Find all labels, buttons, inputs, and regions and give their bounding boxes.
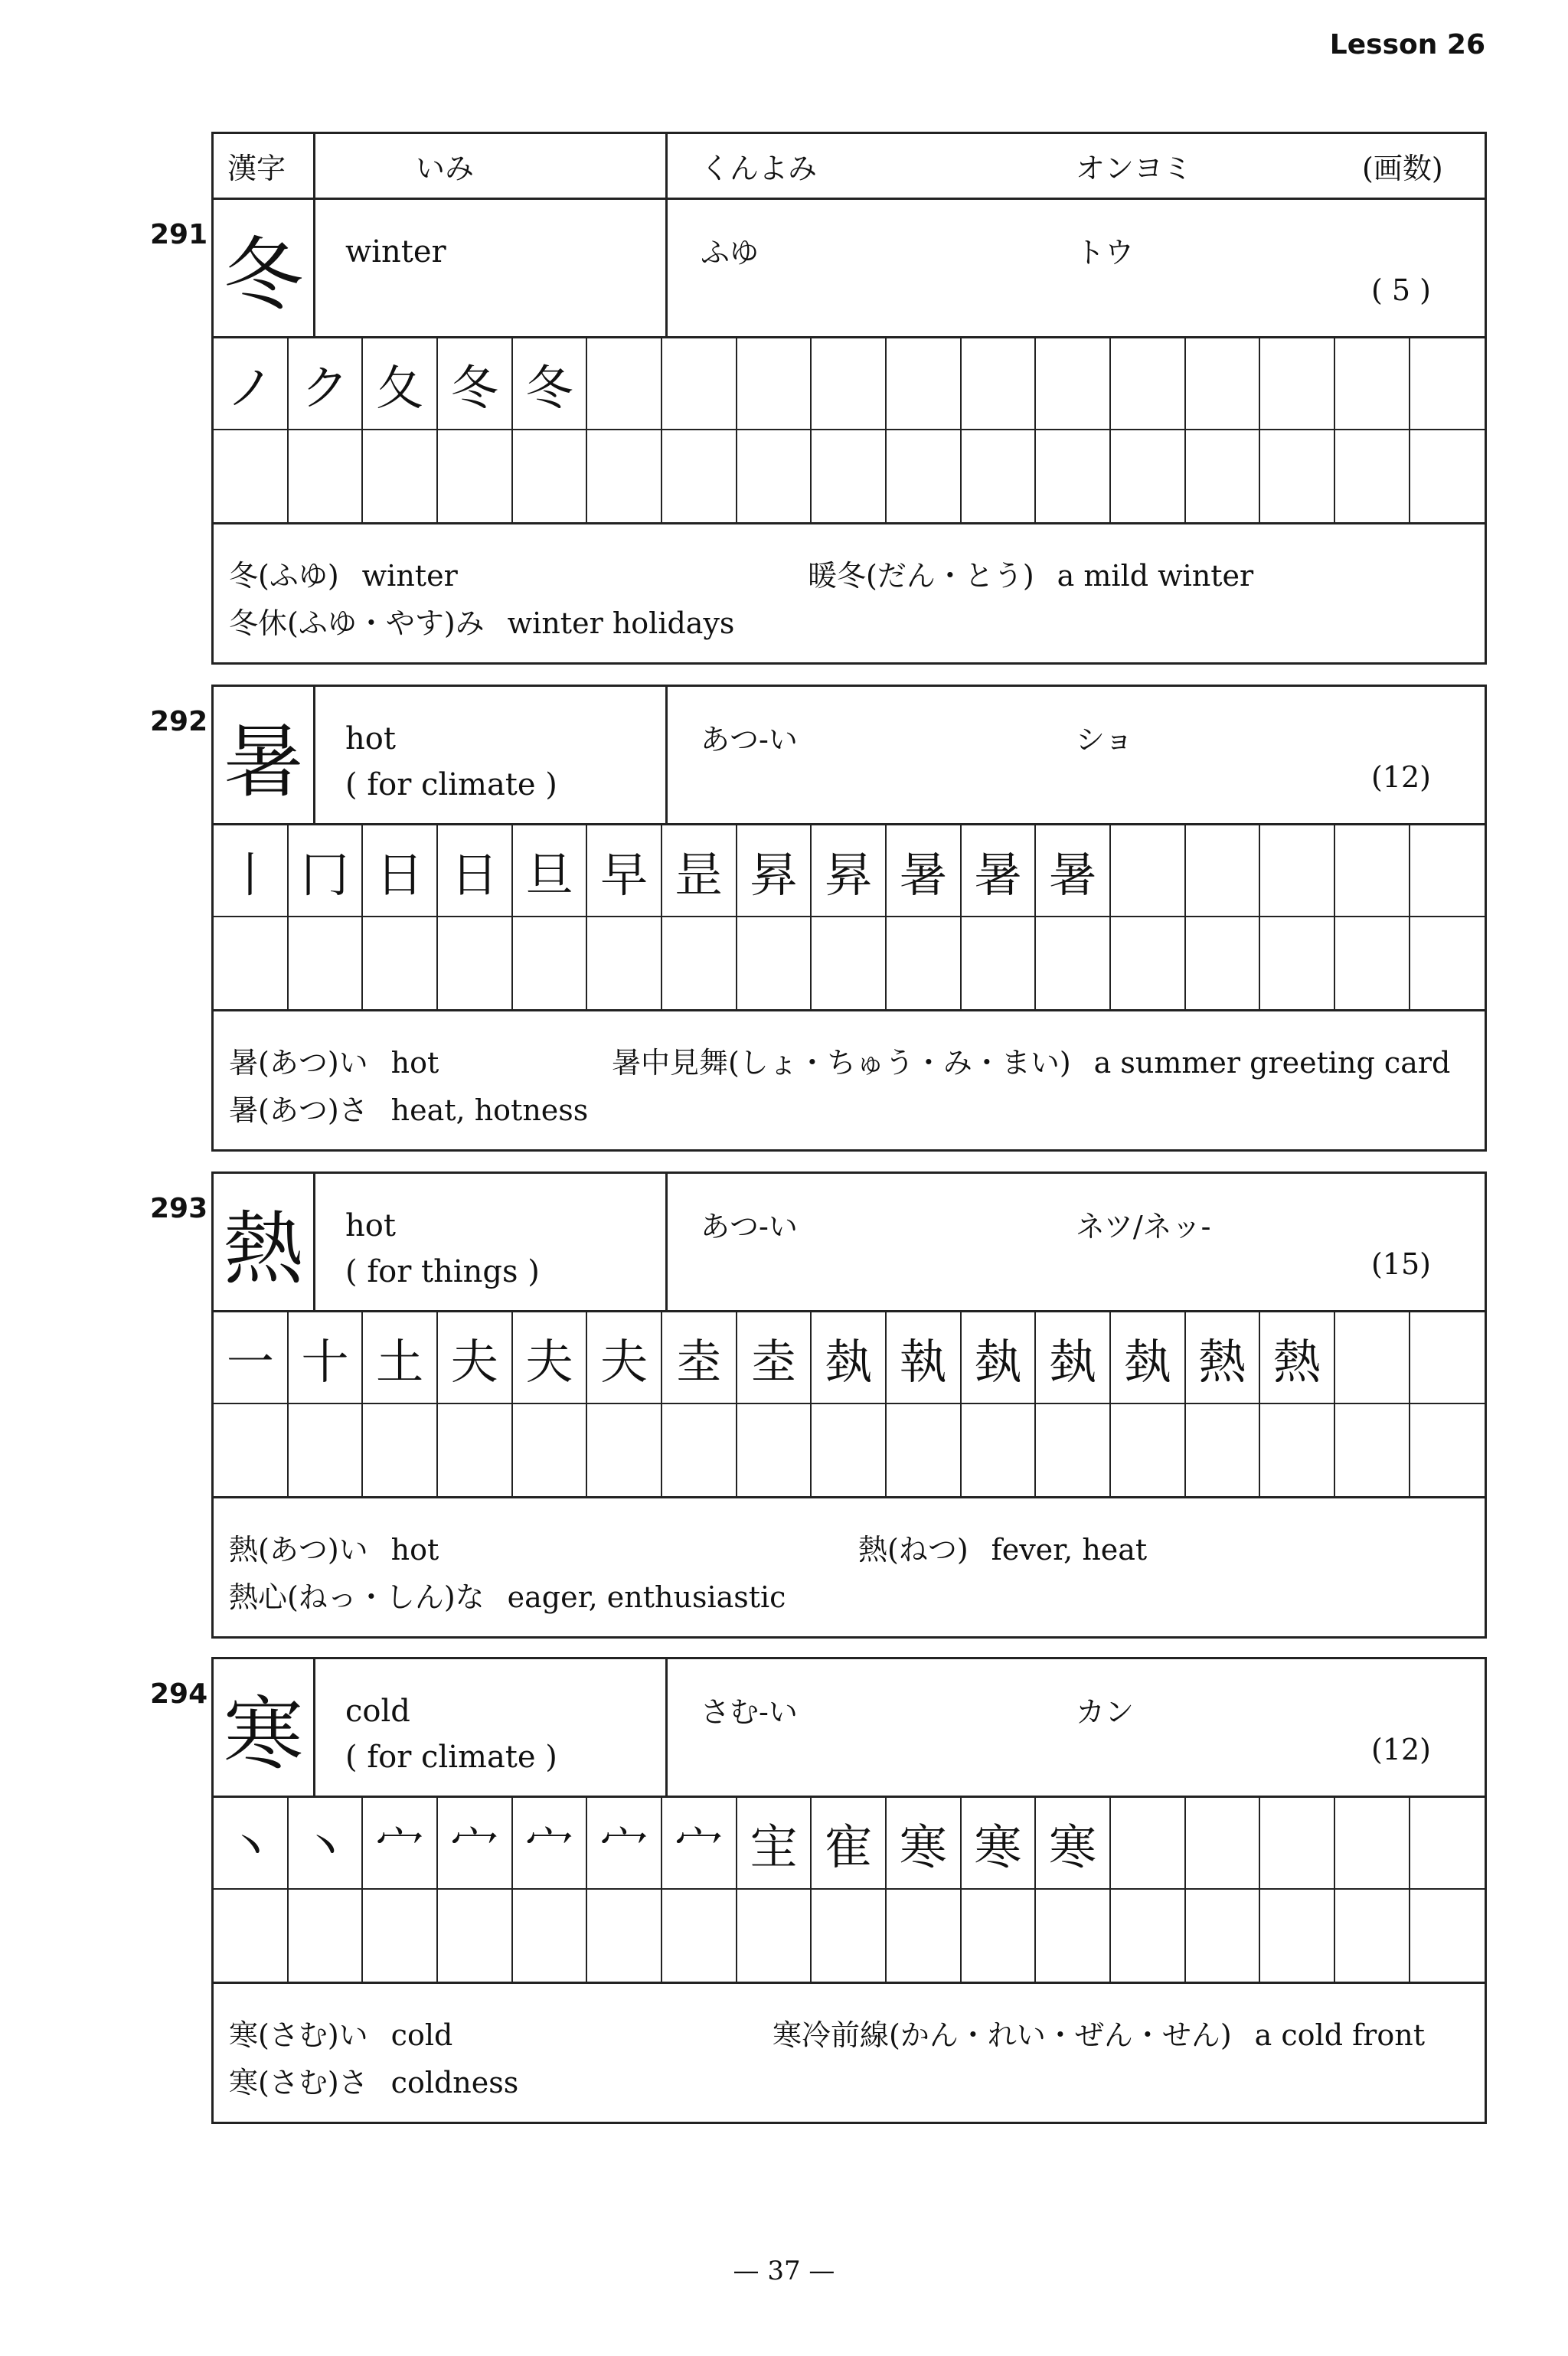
practice-cell[interactable]	[513, 1404, 588, 1496]
example-word: 冬休(ふゆ・やす)み winter holidays	[229, 606, 735, 640]
practice-cell[interactable]	[737, 1890, 812, 1982]
practice-cell[interactable]	[812, 917, 887, 1009]
practice-cell[interactable]	[1036, 430, 1111, 522]
entry-meaning	[345, 229, 446, 275]
stroke-step: 冂	[289, 825, 364, 916]
stroke-step: 寉	[812, 1798, 887, 1888]
practice-cell[interactable]	[587, 1890, 662, 1982]
stroke-step: 宀	[513, 1798, 588, 1888]
stroke-step	[662, 338, 737, 429]
stroke-order-row	[214, 338, 1485, 430]
practice-cell[interactable]	[587, 430, 662, 522]
stroke-step	[1111, 338, 1186, 429]
practice-cell[interactable]	[737, 917, 812, 1009]
meaning-line-2: ( for things )	[345, 1254, 540, 1289]
stroke-step: 昪	[812, 825, 887, 916]
example-word: 熱(ねつ) fever, heat	[858, 1533, 1148, 1567]
practice-cell[interactable]	[513, 917, 588, 1009]
page-number: — 37 —	[733, 2256, 835, 2286]
practice-cell[interactable]	[1335, 1890, 1410, 1982]
practice-cell[interactable]	[1260, 1890, 1335, 1982]
example-word: 熱心(ねっ・しん)な eager, enthusiastic	[229, 1580, 786, 1614]
stroke-step	[1410, 338, 1485, 429]
stroke-step: 宀	[363, 1798, 438, 1888]
practice-cell[interactable]	[662, 1404, 737, 1496]
entry-info	[211, 1657, 1487, 1798]
stroke-order-grid	[211, 1312, 1487, 1496]
entry-kunyomi: あつ-い	[701, 723, 798, 756]
practice-cell[interactable]	[662, 917, 737, 1009]
stroke-step	[1260, 825, 1335, 916]
stroke-order-grid	[211, 338, 1487, 522]
stroke-step	[587, 338, 662, 429]
practice-cell[interactable]	[737, 1404, 812, 1496]
practice-cell[interactable]	[438, 430, 513, 522]
practice-cell[interactable]	[1111, 1404, 1186, 1496]
entry-onyomi: ネツ/ネッ-	[1076, 1210, 1211, 1243]
practice-cell[interactable]	[1186, 430, 1261, 522]
entry-stroke-count: (15)	[1370, 1247, 1431, 1281]
practice-cell[interactable]	[887, 1890, 962, 1982]
stroke-step: 昰	[662, 825, 737, 916]
example-words	[211, 1009, 1487, 1152]
header-onyomi: オンヨミ	[1076, 152, 1193, 185]
stroke-step: 日	[363, 825, 438, 916]
stroke-step: 坴	[737, 1312, 812, 1403]
entry-stroke-count: (12)	[1370, 1733, 1431, 1766]
stroke-step: 宀	[438, 1798, 513, 1888]
stroke-step: 冬	[513, 338, 588, 429]
practice-cell[interactable]	[1410, 917, 1485, 1009]
entry-info	[211, 1171, 1487, 1312]
header-kanji: 漢字	[227, 152, 286, 185]
entry-kanji: 熱	[223, 1202, 303, 1296]
practice-cell[interactable]	[513, 1890, 588, 1982]
practice-cell[interactable]	[812, 430, 887, 522]
practice-cell[interactable]	[962, 1890, 1037, 1982]
stroke-step: 暑	[887, 825, 962, 916]
practice-row	[214, 1890, 1485, 1982]
example-word: 寒(さむ)い cold	[229, 2018, 453, 2052]
stroke-step: 宔	[737, 1798, 812, 1888]
stroke-order-grid	[211, 825, 1487, 1009]
entry-meaning	[345, 1203, 540, 1295]
practice-cell[interactable]	[289, 917, 364, 1009]
stroke-step: 夫	[513, 1312, 588, 1403]
practice-cell[interactable]	[513, 430, 588, 522]
practice-cell[interactable]	[214, 917, 289, 1009]
divider	[665, 134, 668, 198]
practice-cell[interactable]	[438, 1890, 513, 1982]
divider	[313, 200, 315, 336]
stroke-step	[1186, 338, 1261, 429]
practice-cell[interactable]	[1036, 1404, 1111, 1496]
entry-meaning	[345, 1688, 557, 1780]
stroke-step	[1260, 1798, 1335, 1888]
practice-cell[interactable]	[1410, 430, 1485, 522]
practice-cell[interactable]	[1111, 430, 1186, 522]
stroke-step	[1111, 1798, 1186, 1888]
stroke-step: 丶	[214, 1798, 289, 1888]
practice-cell[interactable]	[1410, 1890, 1485, 1982]
practice-cell[interactable]	[587, 1404, 662, 1496]
example-word: 暑(あつ)い hot	[229, 1046, 439, 1080]
divider	[665, 687, 668, 823]
stroke-step	[1410, 1312, 1485, 1403]
practice-cell[interactable]	[737, 430, 812, 522]
practice-cell[interactable]	[1036, 917, 1111, 1009]
stroke-step	[1335, 1798, 1410, 1888]
stroke-step: 宀	[587, 1798, 662, 1888]
practice-cell[interactable]	[1260, 430, 1335, 522]
divider	[665, 1659, 668, 1796]
stroke-step	[812, 338, 887, 429]
stroke-step: ノ	[214, 338, 289, 429]
header-imi: いみ	[416, 152, 475, 185]
divider	[313, 1174, 315, 1310]
entry-number: 294	[150, 1678, 208, 1710]
practice-row	[214, 430, 1485, 522]
practice-cell[interactable]	[1186, 1404, 1261, 1496]
stroke-step: 宀	[662, 1798, 737, 1888]
example-words	[211, 1982, 1487, 2124]
example-word: 暑中見舞(しょ・ちゅう・み・まい) a summer greeting card	[612, 1046, 1451, 1080]
entry-info	[211, 198, 1487, 338]
practice-cell[interactable]	[587, 917, 662, 1009]
entry-kunyomi: ふゆ	[701, 236, 760, 270]
example-word: 寒(さむ)さ coldness	[229, 2066, 519, 2099]
stroke-step: 夫	[438, 1312, 513, 1403]
stroke-step: 熱	[1260, 1312, 1335, 1403]
example-word: 熱(あつ)い hot	[229, 1533, 439, 1567]
stroke-step	[1186, 1798, 1261, 1888]
practice-cell[interactable]	[1111, 917, 1186, 1009]
stroke-step: 埶	[812, 1312, 887, 1403]
practice-cell[interactable]	[1186, 1890, 1261, 1982]
practice-cell[interactable]	[1186, 917, 1261, 1009]
entry-onyomi: カン	[1076, 1695, 1135, 1729]
practice-cell[interactable]	[962, 1404, 1037, 1496]
practice-cell[interactable]	[962, 430, 1037, 522]
entry-number: 291	[150, 219, 208, 250]
stroke-step: 寒	[1036, 1798, 1111, 1888]
stroke-step	[1335, 338, 1410, 429]
practice-cell[interactable]	[363, 917, 438, 1009]
meaning-line-1: cold	[345, 1694, 410, 1729]
example-words	[211, 522, 1487, 665]
practice-cell[interactable]	[289, 1404, 364, 1496]
entry-kanji: 冬	[223, 228, 303, 322]
practice-cell[interactable]	[1335, 917, 1410, 1009]
practice-cell[interactable]	[1335, 430, 1410, 522]
practice-cell[interactable]	[438, 1404, 513, 1496]
practice-cell[interactable]	[363, 1404, 438, 1496]
practice-cell[interactable]	[887, 917, 962, 1009]
practice-cell[interactable]	[1335, 1404, 1410, 1496]
practice-cell[interactable]	[662, 1890, 737, 1982]
stroke-step: 昪	[737, 825, 812, 916]
stroke-step: 埶	[962, 1312, 1037, 1403]
entry-onyomi: ショ	[1076, 723, 1134, 756]
stroke-step	[1410, 825, 1485, 916]
meaning-line-1: winter	[345, 234, 446, 270]
stroke-step	[1335, 1312, 1410, 1403]
entry-meaning	[345, 716, 557, 808]
stroke-step: 冬	[438, 338, 513, 429]
stroke-step	[737, 338, 812, 429]
divider	[313, 134, 315, 198]
stroke-step: 十	[289, 1312, 364, 1403]
divider	[313, 1659, 315, 1796]
practice-cell[interactable]	[214, 1404, 289, 1496]
stroke-step	[1410, 1798, 1485, 1888]
entry-onyomi: トウ	[1076, 236, 1135, 270]
stroke-step: 執	[887, 1312, 962, 1403]
stroke-order-row	[214, 825, 1485, 917]
stroke-step	[1260, 338, 1335, 429]
stroke-step	[887, 338, 962, 429]
stroke-step: 埶	[1111, 1312, 1186, 1403]
stroke-step: 熱	[1186, 1312, 1261, 1403]
practice-cell[interactable]	[363, 430, 438, 522]
practice-cell[interactable]	[1260, 917, 1335, 1009]
stroke-step	[962, 338, 1037, 429]
practice-cell[interactable]	[1410, 1404, 1485, 1496]
entry-kunyomi: あつ-い	[701, 1210, 798, 1243]
stroke-step: 旦	[513, 825, 588, 916]
practice-cell[interactable]	[887, 1404, 962, 1496]
stroke-step: 寒	[962, 1798, 1037, 1888]
entry-stroke-count: ( 5 )	[1371, 273, 1431, 307]
example-word: 暖冬(だん・とう) a mild winter	[808, 559, 1254, 593]
entry-kunyomi: さむ-い	[701, 1695, 798, 1729]
practice-cell[interactable]	[1260, 1404, 1335, 1496]
practice-cell[interactable]	[662, 430, 737, 522]
stroke-step: 日	[438, 825, 513, 916]
example-word: 暑(あつ)さ heat, hotness	[229, 1093, 589, 1127]
stroke-step: 寒	[887, 1798, 962, 1888]
practice-cell[interactable]	[438, 917, 513, 1009]
stroke-order-row	[214, 1312, 1485, 1404]
divider	[313, 687, 315, 823]
stroke-step: 土	[363, 1312, 438, 1403]
practice-cell[interactable]	[363, 1890, 438, 1982]
divider	[665, 200, 668, 336]
stroke-step: 夫	[587, 1312, 662, 1403]
example-words	[211, 1496, 1487, 1639]
meaning-line-2: ( for climate )	[345, 1740, 557, 1775]
practice-cell[interactable]	[812, 1404, 887, 1496]
entry-kanji: 暑	[223, 715, 303, 809]
entry-number: 292	[150, 706, 208, 737]
meaning-line-1: hot	[345, 1208, 396, 1243]
example-word: 冬(ふゆ) winter	[229, 559, 458, 593]
stroke-step: 丶	[289, 1798, 364, 1888]
meaning-line-2: ( for climate )	[345, 767, 557, 802]
practice-cell[interactable]	[887, 430, 962, 522]
practice-cell[interactable]	[962, 917, 1037, 1009]
stroke-order-grid	[211, 1798, 1487, 1982]
practice-cell[interactable]	[812, 1890, 887, 1982]
practice-cell[interactable]	[214, 1890, 289, 1982]
entry-number: 293	[150, 1193, 208, 1224]
stroke-step	[1186, 825, 1261, 916]
practice-cell[interactable]	[1111, 1890, 1186, 1982]
meaning-line-1: hot	[345, 721, 396, 756]
entry-stroke-count: (12)	[1370, 760, 1431, 794]
stroke-step	[1111, 825, 1186, 916]
practice-cell[interactable]	[289, 1890, 364, 1982]
entry-kanji: 寒	[223, 1688, 303, 1781]
stroke-step: 暑	[1036, 825, 1111, 916]
stroke-step	[1036, 338, 1111, 429]
practice-cell[interactable]	[214, 430, 289, 522]
stroke-step: 丨	[214, 825, 289, 916]
stroke-step: ク	[289, 338, 364, 429]
practice-cell[interactable]	[1036, 1890, 1111, 1982]
stroke-step: 埶	[1036, 1312, 1111, 1403]
stroke-step: 早	[587, 825, 662, 916]
stroke-step: 夂	[363, 338, 438, 429]
lesson-label: Lesson 26	[1329, 29, 1485, 60]
stroke-step	[1335, 825, 1410, 916]
example-word: 寒冷前線(かん・れい・ぜん・せん) a cold front	[773, 2018, 1425, 2052]
stroke-step: 暑	[962, 825, 1037, 916]
practice-row	[214, 1404, 1485, 1496]
header-kunyomi: くんよみ	[701, 152, 818, 185]
divider	[665, 1174, 668, 1310]
stroke-order-row	[214, 1798, 1485, 1890]
entry-info	[211, 685, 1487, 825]
stroke-step: 坴	[662, 1312, 737, 1403]
table-header	[211, 132, 1487, 198]
practice-cell[interactable]	[289, 430, 364, 522]
header-strokes: (画数)	[1362, 152, 1443, 185]
practice-row	[214, 917, 1485, 1009]
stroke-step: 一	[214, 1312, 289, 1403]
